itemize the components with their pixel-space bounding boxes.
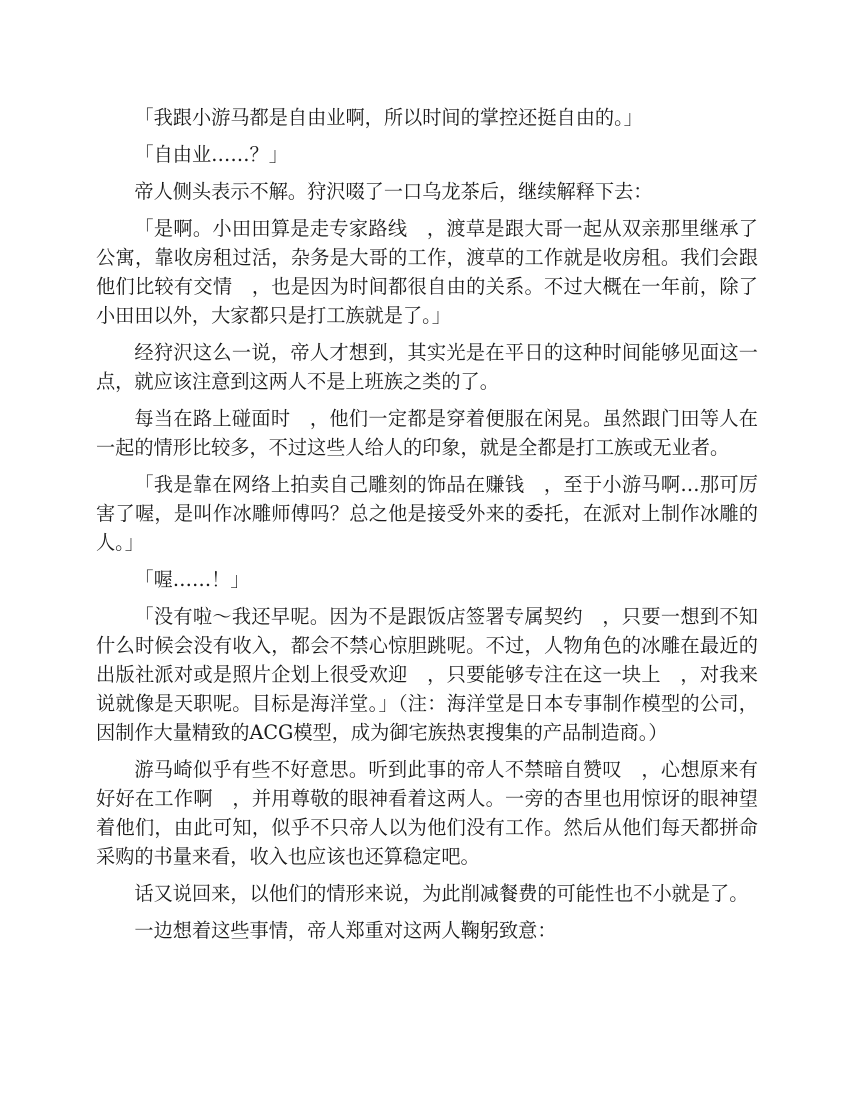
paragraph: 「我是靠在网络上拍卖自己雕刻的饰品在赚钱 ，至于小游马啊…那可厉害了喔，是叫作冰雕师傅吗？总之他是接受外来的委托，在派对上制作冰雕的人。」 (96, 473, 758, 554)
paragraph: 每当在路上碰面时 ，他们一定都是穿着便服在闲晃。虽然跟门田等人在一起的情形比较多，不过这些人给人的印象，就是全都是打工族或无业者。 (96, 407, 758, 459)
paragraph: 帝人侧头表示不解。狩沢啜了一口乌龙茶后，继续解释下去： (134, 180, 653, 203)
paragraph: 「自由业……？」 (134, 143, 288, 166)
paragraph: 「我跟小游马都是自由业啊，所以时间的掌控还挺自由的。」 (134, 106, 643, 129)
paragraph: 话又说回来，以他们的情形来说，为此削减餐费的可能性也不小就是了。 (134, 882, 749, 905)
paragraph: 经狩沢这么一说，帝人才想到，其实光是在平日的这种时间能够见面这一点，就应该注意到这两人不是上班族之类的了。 (96, 341, 758, 393)
body-text (96, 103, 758, 953)
paragraph: 一边想着这些事情，帝人郑重对这两人鞠躬致意： (134, 919, 557, 942)
paragraph: 「没有啦～我还早呢。因为不是跟饭店签署专属契约 ，只要一想到不知什么时候会没有收入，都会不禁心惊胆跳呢。不过，人物角色的冰雕在最近的出版社派对或是照片企划上很受欢迎 ，只要能够专注在这一块上 ，对我来说就像是天职呢。目标是海洋堂。」（注：海洋堂是日本专事制作模型的公司，因制作大量精致的ACG模型，成为御宅族热衷搜集的产品制造商。） (96, 605, 758, 744)
paragraph: 「喔……！」 (134, 568, 250, 591)
paragraph: 「是啊。小田田算是走专家路线 ，渡草是跟大哥一起从双亲那里继承了公寓，靠收房租过活，杂务是大哥的工作，渡草的工作就是收房租。我们会跟他们比较有交情 ，也是因为时间都很自由的关系。不过大概在一年前，除了小田田以外，大家都只是打工族就是了。」 (96, 217, 758, 327)
paragraph: 游马崎似乎有些不好意思。听到此事的帝人不禁暗自赞叹 ，心想原来有好好在工作啊 ，并用尊敬的眼神看着这两人。一旁的杏里也用惊讶的眼神望着他们，由此可知，似乎不只帝人以为他们没有工作。然后从他们每天都拼命采购的书量来看，收入也应该也还算稳定吧。 (96, 758, 758, 868)
